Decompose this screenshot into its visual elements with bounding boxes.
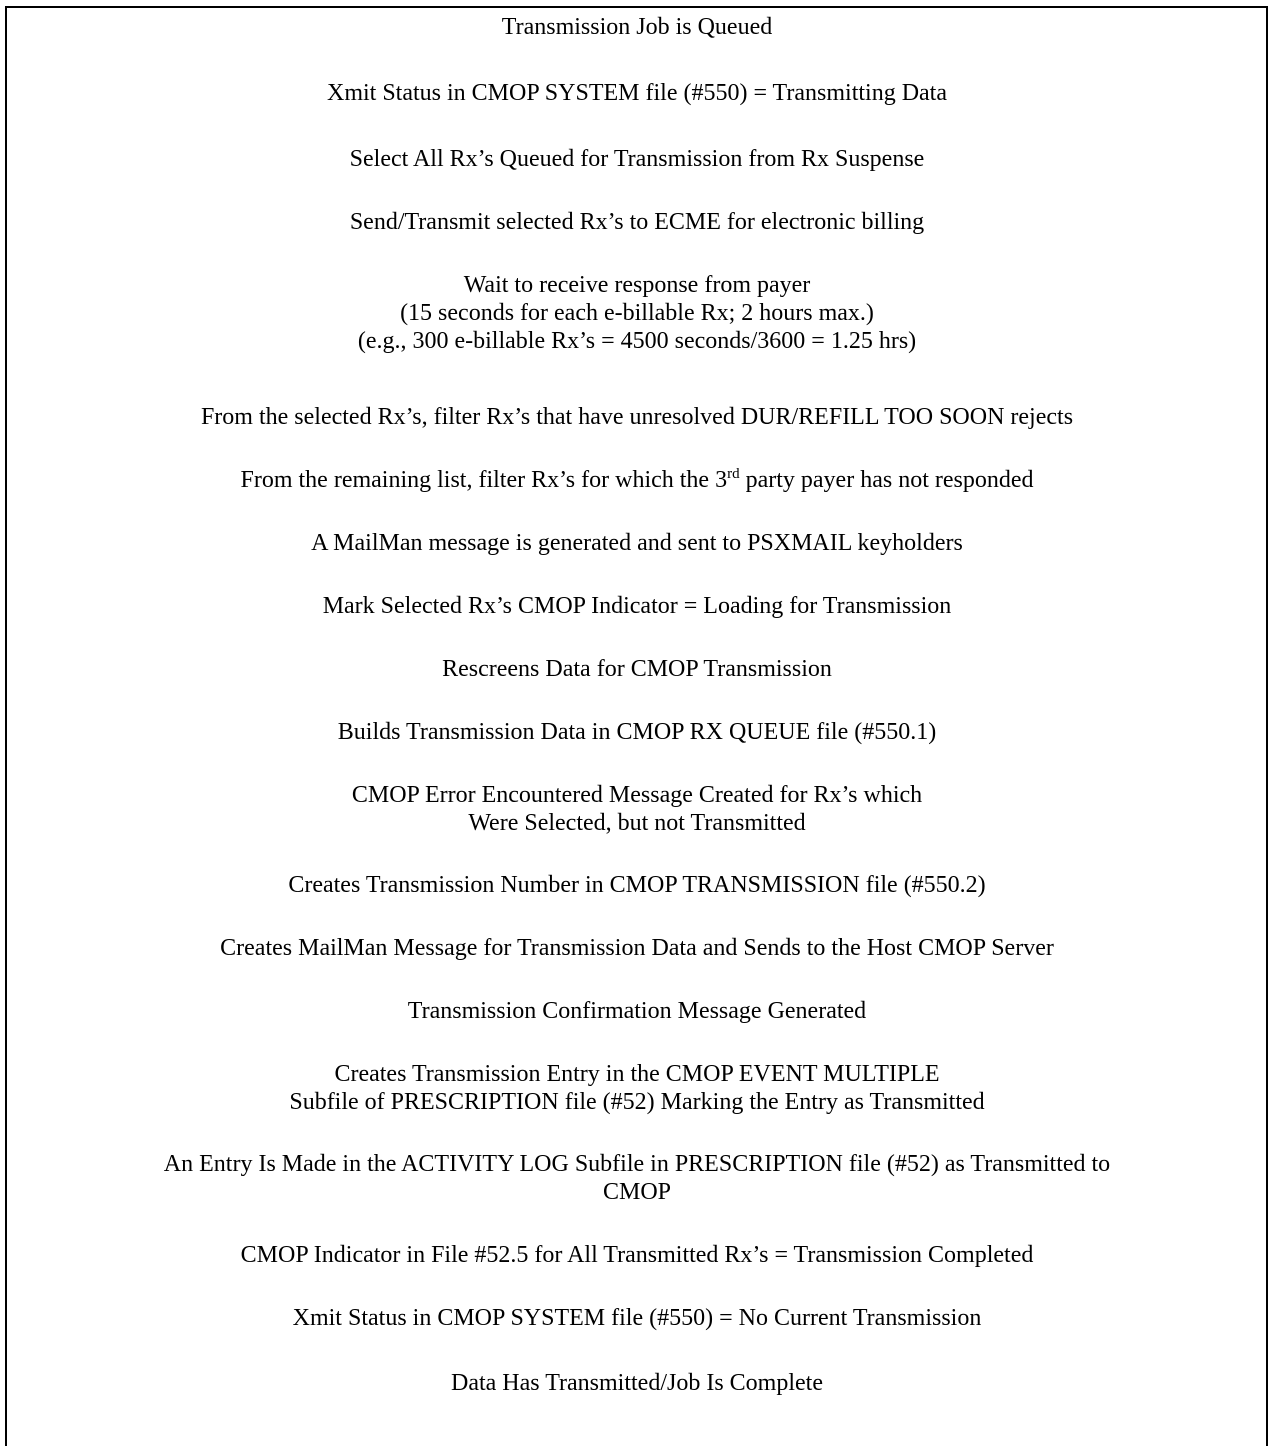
step-17: An Entry Is Made in the ACTIVITY LOG Subfile in PRESCRIPTION file (#52) as Transmitted to CMOP — [163, 1151, 1111, 1205]
step-5: Wait to receive response from payer (15 seconds for each e-billable Rx; 2 hours max.) (e.g., 300 e-billable Rx’s = 4500 seconds/3600 = 1.25 hrs) — [357, 272, 917, 354]
step-7-post: party payer has not responded — [739, 467, 1034, 493]
step-8: A MailMan message is generated and sent to PSXMAIL keyholders — [311, 530, 963, 556]
step-16: Creates Transmission Entry in the CMOP EVENT MULTIPLE Subfile of PRESCRIPTION file (#52) Marking the Entry as Transmitted — [289, 1061, 985, 1115]
step-9: Mark Selected Rx’s CMOP Indicator = Loading for Transmission — [322, 593, 952, 619]
step-15: Transmission Confirmation Message Generated — [407, 998, 867, 1024]
step-10: Rescreens Data for CMOP Transmission — [442, 656, 832, 682]
step-18: CMOP Indicator in File #52.5 for All Transmitted Rx’s = Transmission Completed — [240, 1242, 1034, 1268]
step-11: Builds Transmission Data in CMOP RX QUEUE file (#550.1) — [337, 719, 937, 745]
step-20: Data Has Transmitted/Job Is Complete — [451, 1370, 823, 1396]
step-2: Xmit Status in CMOP SYSTEM file (#550) = Transmitting Data — [326, 80, 947, 106]
step-12: CMOP Error Encountered Message Created for Rx’s which Were Selected, but not Transmitted — [351, 782, 923, 836]
step-7 — [8, 466, 1266, 494]
step-7-sup: rd — [727, 466, 740, 482]
step-19: Xmit Status in CMOP SYSTEM file (#550) = No Current Transmission — [292, 1305, 982, 1331]
step-14: Creates MailMan Message for Transmission Data and Sends to the Host CMOP Server — [220, 935, 1054, 961]
step-4: Send/Transmit selected Rx’s to ECME for electronic billing — [349, 209, 925, 235]
step-6: From the selected Rx’s, filter Rx’s that have unresolved DUR/REFILL TOO SOON rejects — [200, 404, 1074, 430]
step-3: Select All Rx’s Queued for Transmission from Rx Suspense — [349, 146, 925, 172]
step-13: Creates Transmission Number in CMOP TRANSMISSION file (#550.2) — [288, 872, 986, 898]
step-1: Transmission Job is Queued — [501, 14, 773, 40]
step-7-pre: From the remaining list, filter Rx’s for which the 3 — [240, 467, 728, 493]
